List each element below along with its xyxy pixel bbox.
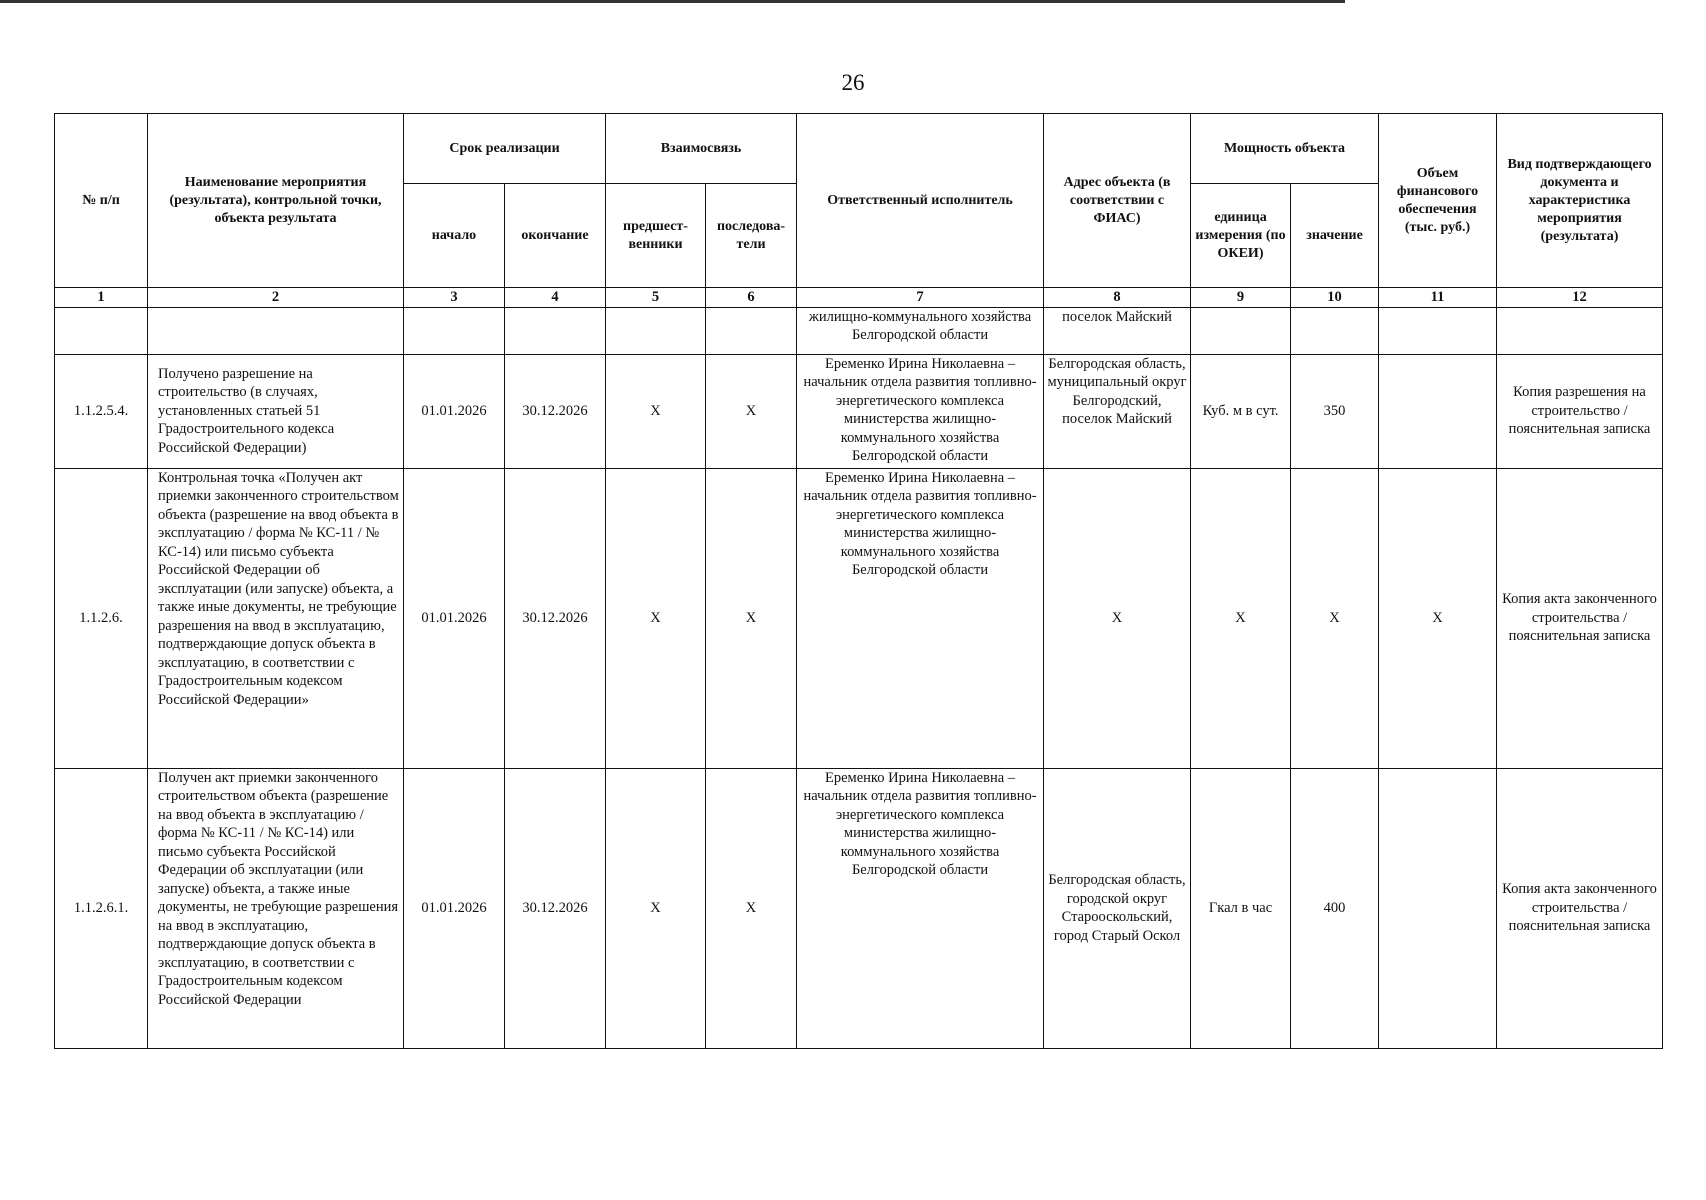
- row-value: X: [1291, 468, 1379, 768]
- header-link-next: последова-тели: [706, 184, 797, 288]
- header-capacity-unit: единица измерения (по ОКЕИ): [1191, 184, 1291, 288]
- header-executor: Ответственный исполнитель: [797, 114, 1044, 288]
- row-executor: жилищно-коммунального хозяйства Белгородской области: [797, 307, 1044, 354]
- row-unit: [1191, 307, 1291, 354]
- row-address: Белгородская область, городской округ Старооскольский, город Старый Оскол: [1044, 768, 1191, 1048]
- column-number: 1: [55, 288, 148, 308]
- row-funding: [1379, 307, 1497, 354]
- row-next: X: [706, 354, 797, 468]
- header-link-prev: предшест-венники: [606, 184, 706, 288]
- row-executor: Еременко Ирина Николаевна – начальник отдела развития топливно-энергетического комплекса министерства жилищно-коммунального хозяйства Белгородской области: [797, 468, 1044, 768]
- column-number: 10: [1291, 288, 1379, 308]
- row-start: 01.01.2026: [404, 468, 505, 768]
- column-number: 3: [404, 288, 505, 308]
- row-address: поселок Майский: [1044, 307, 1191, 354]
- row-address: Белгородская область, муниципальный округ Белгородский, поселок Майский: [1044, 354, 1191, 468]
- header-name: Наименование мероприятия (результата), контрольной точки, объекта результата: [148, 114, 404, 288]
- column-number-row: [55, 288, 1663, 308]
- row-doc: [1497, 307, 1663, 354]
- row-name: Получено разрешение на строительство (в случаях, установленных статьей 51 Градостроительного кодекса Российской Федерации): [148, 354, 404, 468]
- row-start: 01.01.2026: [404, 768, 505, 1048]
- implementation-plan-table: [54, 113, 1663, 1049]
- column-number: 6: [706, 288, 797, 308]
- row-doc: Копия разрешения на строительство / пояснительная записка: [1497, 354, 1663, 468]
- row-address: X: [1044, 468, 1191, 768]
- row-start: 01.01.2026: [404, 354, 505, 468]
- column-number: 11: [1379, 288, 1497, 308]
- row-doc: Копия акта законченного строительства / пояснительная записка: [1497, 468, 1663, 768]
- row-prev: X: [606, 768, 706, 1048]
- row-executor: Еременко Ирина Николаевна – начальник отдела развития топливно-энергетического комплекса министерства жилищно-коммунального хозяйства Белгородской области: [797, 768, 1044, 1048]
- column-number: 8: [1044, 288, 1191, 308]
- row-value: 400: [1291, 768, 1379, 1048]
- header-doc: Вид подтверждающего документа и характеристика мероприятия (результата): [1497, 114, 1663, 288]
- row-executor: Еременко Ирина Николаевна – начальник отдела развития топливно-энергетического комплекса министерства жилищно-коммунального хозяйства Белгородской области: [797, 354, 1044, 468]
- column-number: 4: [505, 288, 606, 308]
- row-doc: Копия акта законченного строительства / пояснительная записка: [1497, 768, 1663, 1048]
- row-end: [505, 307, 606, 354]
- row-funding: [1379, 354, 1497, 468]
- row-next: X: [706, 768, 797, 1048]
- page-number: 26: [841, 70, 865, 95]
- table-row: [55, 768, 1663, 1048]
- row-next: [706, 307, 797, 354]
- row-name: [148, 307, 404, 354]
- row-name: Контрольная точка «Получен акт приемки законченного строительством объекта (разрешение на ввод объекта в эксплуатацию / форма № КС-11 / № КС-14) или письмо субъекта Российской Федерации об эксплуатации (или запуске) объекта, а также иные документы, не требующие разрешения на ввод в эксплуатацию, подтверждающие допуск объекта в эксплуатацию, в соответствии с Градостроительным кодексом Российской Федерации»: [148, 468, 404, 768]
- column-number: 2: [148, 288, 404, 308]
- column-number: 9: [1191, 288, 1291, 308]
- column-number: 5: [606, 288, 706, 308]
- header-period-end: окончание: [505, 184, 606, 288]
- row-end: 30.12.2026: [505, 468, 606, 768]
- row-value: 350: [1291, 354, 1379, 468]
- column-number: 12: [1497, 288, 1663, 308]
- row-end: 30.12.2026: [505, 354, 606, 468]
- row-num: 1.1.2.6.1.: [55, 768, 148, 1048]
- row-funding: [1379, 768, 1497, 1048]
- row-next: X: [706, 468, 797, 768]
- header-address: Адрес объекта (в соответствии с ФИАС): [1044, 114, 1191, 288]
- row-value: [1291, 307, 1379, 354]
- header-funding: Объем финансового обеспечения (тыс. руб.): [1379, 114, 1497, 288]
- row-num: 1.1.2.5.4.: [55, 354, 148, 468]
- row-funding: X: [1379, 468, 1497, 768]
- header-capacity-value: значение: [1291, 184, 1379, 288]
- header-capacity: Мощность объекта: [1191, 114, 1379, 184]
- row-prev: X: [606, 354, 706, 468]
- row-unit: Куб. м в сут.: [1191, 354, 1291, 468]
- column-number: 7: [797, 288, 1044, 308]
- header-num: № п/п: [55, 114, 148, 288]
- header-period-start: начало: [404, 184, 505, 288]
- row-num: 1.1.2.6.: [55, 468, 148, 768]
- top-border-line: [0, 0, 1345, 3]
- table-row: [55, 354, 1663, 468]
- table-row: [55, 468, 1663, 768]
- table-row-continuation: [55, 307, 1663, 354]
- header-link: Взаимосвязь: [606, 114, 797, 184]
- row-end: 30.12.2026: [505, 768, 606, 1048]
- row-prev: [606, 307, 706, 354]
- header-period: Срок реализации: [404, 114, 606, 184]
- row-name: Получен акт приемки законченного строительством объекта (разрешение на ввод объекта в эксплуатацию / форма № КС-11 / № КС-14) или письмо субъекта Российской Федерации об эксплуатации (или запуске) объекта, а также иные документы, не требующие разрешения на ввод в эксплуатацию, подтверждающие допуск объекта в эксплуатацию, в соответствии с Градостроительным кодексом Российской Федерации: [148, 768, 404, 1048]
- row-unit: Гкал в час: [1191, 768, 1291, 1048]
- row-prev: X: [606, 468, 706, 768]
- row-num: [55, 307, 148, 354]
- row-start: [404, 307, 505, 354]
- row-unit: X: [1191, 468, 1291, 768]
